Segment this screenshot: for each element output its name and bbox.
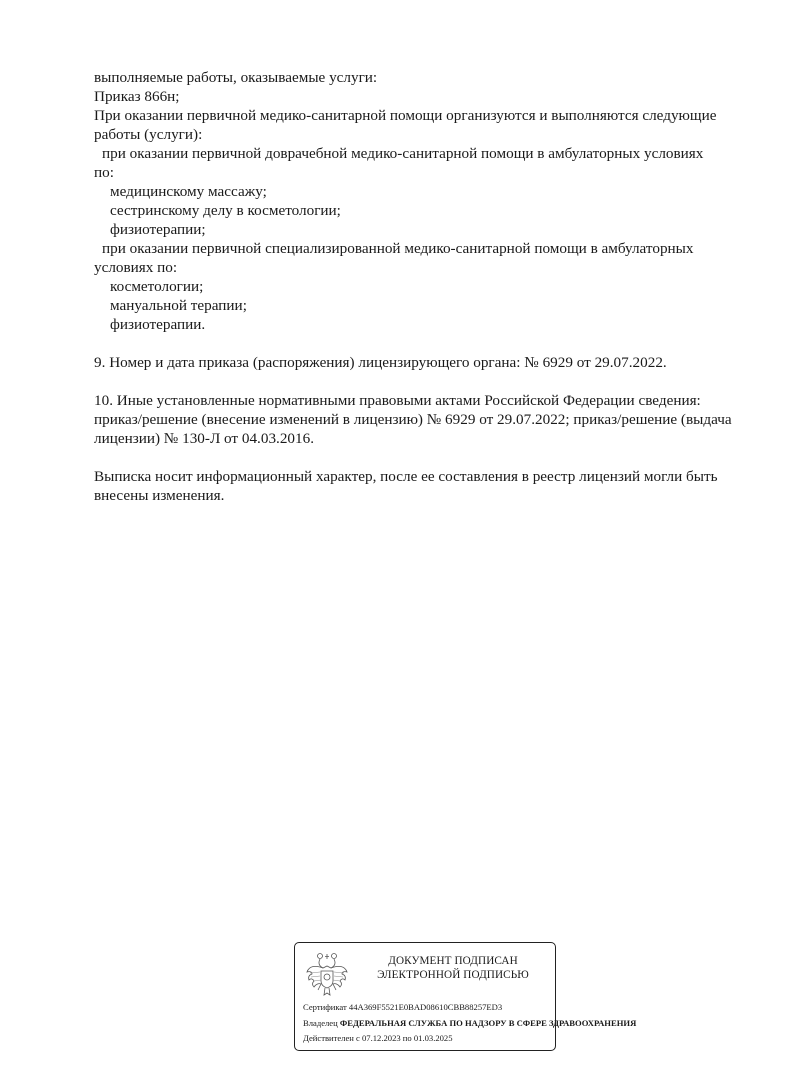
certificate-line — [303, 1002, 502, 1013]
note-line: Выписка носит информационный характер, после ее составления в реестр лицензий могли быть — [94, 468, 718, 485]
text-line: по: — [94, 164, 114, 181]
owner-value: ФЕДЕРАЛЬНАЯ СЛУЖБА ПО НАДЗОРУ В СФЕРЕ ЗДРАВООХРАНЕНИЯ — [339, 1018, 637, 1028]
text-line: условиях по: — [94, 259, 178, 276]
owner-line — [303, 1018, 636, 1029]
section-10-line: приказ/решение (внесение изменений в лицензию) № 6929 от 29.07.2022; приказ/решение (выдача — [94, 411, 732, 428]
section-9: 9. Номер и дата приказа (распоряжения) лицензирующего органа: № 6929 от 29.07.2022. — [94, 354, 667, 371]
stamp-title — [357, 954, 549, 982]
stamp-title-line: ДОКУМЕНТ ПОДПИСАН — [388, 955, 518, 967]
list-item: мануальной терапии; — [110, 297, 247, 314]
text-line: При оказании первичной медико-санитарной помощи организуются и выполняются следующие — [94, 107, 717, 124]
stamp-title-line: ЭЛЕКТРОННОЙ ПОДПИСЬЮ — [377, 969, 529, 981]
signature-stamp — [294, 942, 637, 1051]
section-10-line: лицензии) № 130-Л от 04.03.2016. — [94, 430, 315, 447]
certificate-label: Сертификат — [303, 1002, 347, 1012]
list-item: сестринскому делу в косметологии; — [110, 202, 341, 219]
owner-label: Владелец — [303, 1018, 338, 1028]
list-item: физиотерапии. — [110, 316, 206, 333]
text-line: Приказ 866н; — [94, 88, 180, 105]
list-item: физиотерапии; — [110, 221, 206, 238]
text-line: работы (услуги): — [94, 126, 203, 143]
document-body — [94, 68, 764, 505]
list-item: медицинскому массажу; — [110, 183, 267, 200]
note-line: внесены изменения. — [94, 487, 225, 504]
validity-line: Действителен с 07.12.2023 по 01.03.2025 — [303, 1033, 453, 1043]
coat-of-arms-icon — [305, 950, 349, 998]
text-line: выполняемые работы, оказываемые услуги: — [94, 69, 378, 86]
section-10-line: 10. Иные установленные нормативными правовыми актами Российской Федерации сведения: — [94, 392, 701, 409]
text-line: при оказании первичной специализированной медико-санитарной помощи в амбулаторных — [102, 240, 694, 257]
certificate-value: 44A369F5521E0BAD08610CBB88257ED3 — [348, 1002, 503, 1012]
list-item: косметологии; — [110, 278, 204, 295]
text-line: при оказании первичной доврачебной медико-санитарной помощи в амбулаторных условиях — [102, 145, 704, 162]
